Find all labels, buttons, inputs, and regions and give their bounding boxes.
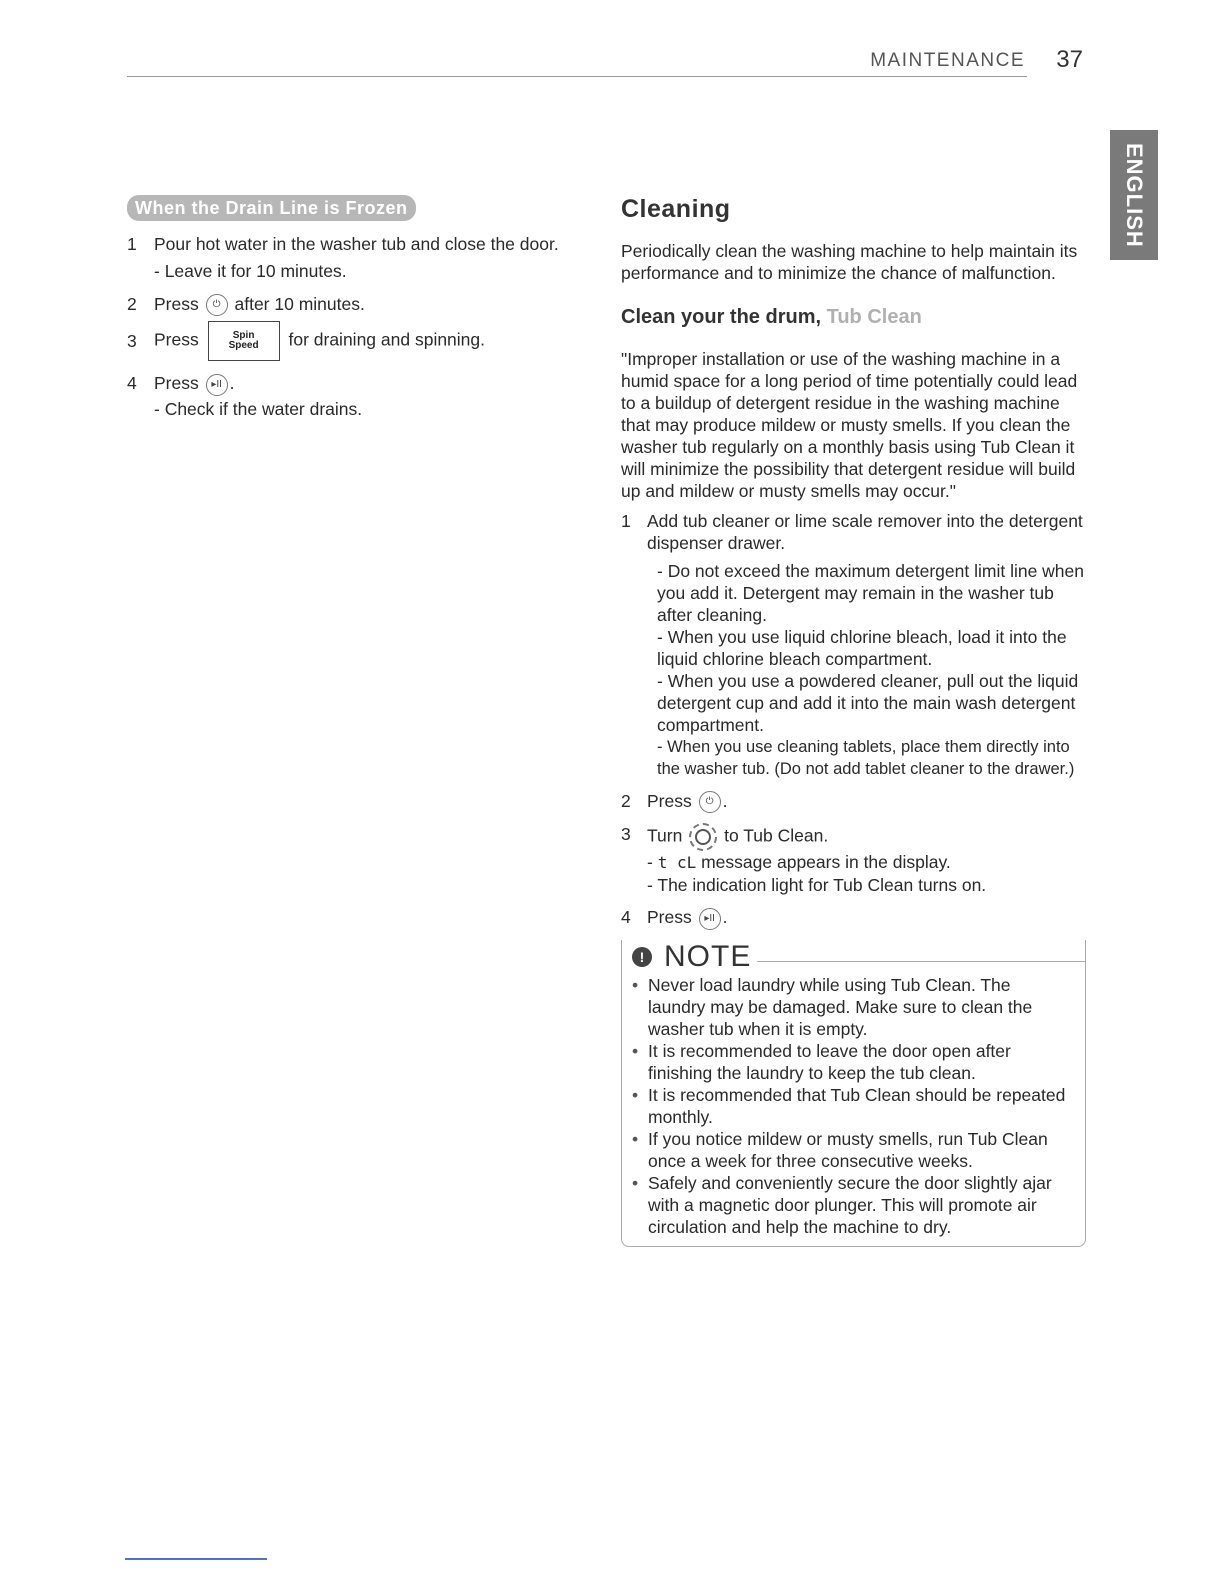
language-tab — [1110, 130, 1158, 260]
step-bullet: - Do not exceed the maximum detergent limit line when you add it. Detergent may remain in the washer tub after cleaning. — [657, 561, 1085, 625]
step-subtext: - The indication light for Tub Clean turns on. — [647, 875, 987, 896]
spin-speed-label-bottom: Speed — [228, 340, 259, 352]
subtext: message appears in the display. — [701, 852, 951, 873]
tub-clean-quote: "Improper installation or use of the washing machine in a humid space for a long period of time potentially could lead to a buildup of detergent residue in the washing machine that may produce mildew or musty smells. If you clean the washer tub regularly on a monthly basis using Tub Clean it will minimize the possibility that detergent residue will build up and mildew or musty smells may occur." — [621, 349, 1078, 501]
list-item — [621, 790, 1086, 813]
step-number: 1 — [621, 511, 631, 531]
list-item — [621, 510, 1086, 780]
header-rule — [127, 76, 1027, 77]
step-number: 4 — [621, 907, 631, 928]
page-number: 37 — [1056, 46, 1083, 73]
list-item — [127, 293, 577, 316]
step-number: 2 — [127, 294, 137, 314]
step-number: 2 — [621, 791, 631, 811]
section-title: MAINTENANCE — [870, 50, 1025, 71]
footer-line — [125, 1558, 267, 1560]
step-subtext: - Check if the water drains. — [154, 398, 363, 419]
step-bullet: - When you use a powdered cleaner, pull out the liquid detergent cup and add it into the main wash detergent compartment. — [657, 671, 1079, 735]
step-text: . — [229, 373, 235, 394]
step-number: 4 — [127, 373, 137, 394]
step-text: Press — [154, 294, 199, 314]
step-number: 3 — [621, 824, 631, 845]
step-text: for draining and spinning. — [288, 330, 486, 350]
step-text: Press — [647, 791, 692, 811]
drain-frozen-heading: When the Drain Line is Frozen — [127, 195, 416, 221]
step-text: Add tub cleaner or lime scale remover into the detergent dispenser drawer. — [647, 511, 1083, 553]
right-column — [621, 195, 1086, 1247]
list-item — [621, 906, 1086, 929]
step-bullet: - When you use cleaning tablets, place them directly into the washer tub. (Do not add tablet cleaner to the drawer.) — [657, 738, 1075, 778]
step-text: Press — [647, 907, 692, 928]
note-title: NOTE — [664, 939, 752, 973]
note-item: • Safely and conveniently secure the door slightly ajar with a magnetic door plunger. This will promote air circulation and help the machine to dry. — [630, 1172, 1067, 1238]
note-divider — [757, 961, 1085, 962]
note-item: • If you notice mildew or musty smells, run Tub Clean once a week for three consecutive weeks. — [630, 1128, 1067, 1172]
cleaning-title: Cleaning — [621, 195, 731, 223]
list-item — [127, 233, 577, 282]
step-text: Press — [154, 330, 199, 350]
power-icon: ⏻ — [699, 791, 721, 813]
note-item: • It is recommended that Tub Clean should be repeated monthly. — [630, 1084, 1067, 1128]
display-code: t cL — [657, 853, 697, 873]
step-text: Turn — [647, 826, 683, 846]
note-item: • It is recommended to leave the door open after finishing the laundry to keep the tub clean. — [630, 1040, 1067, 1084]
subheading-suffix: Tub Clean — [826, 306, 922, 328]
step-text: . — [722, 907, 728, 928]
note-header — [622, 940, 1085, 974]
language-tab-label: ENGLISH — [1122, 142, 1147, 248]
spin-speed-button-icon — [208, 321, 280, 361]
step-text: . — [722, 791, 728, 811]
step-subtext — [647, 851, 1086, 874]
spin-speed-label-top: Spin — [232, 330, 255, 342]
step-bullet: - When you use liquid chlorine bleach, load it into the liquid chlorine bleach compartment. — [657, 627, 1067, 669]
list-item — [621, 823, 1086, 896]
subheading-text: Clean your the drum, — [621, 306, 822, 328]
note-alert-icon: ! — [632, 947, 652, 967]
step-text: to Tub Clean. — [724, 826, 829, 846]
note-box — [621, 940, 1086, 1247]
power-icon: ⏻ — [206, 294, 228, 316]
play-pause-icon: ▸II — [206, 374, 228, 396]
left-column — [127, 195, 577, 431]
step-number: 1 — [127, 234, 137, 254]
step-text: after 10 minutes. — [234, 294, 365, 314]
list-item — [127, 372, 577, 419]
note-item: • Never load laundry while using Tub Clean. The laundry may be damaged. Make sure to clean the washer tub when it is empty. — [630, 974, 1067, 1040]
step-subtext: - Leave it for 10 minutes. — [154, 261, 347, 281]
tub-clean-subheading — [621, 306, 1086, 328]
list-item — [127, 321, 577, 361]
step-text: Press — [154, 373, 199, 394]
step-number: 3 — [127, 331, 137, 352]
cycle-dial-icon — [689, 823, 717, 851]
cleaning-intro: Periodically clean the washing machine to help maintain its performance and to minimize the chance of malfunction. — [621, 241, 1078, 283]
play-pause-icon: ▸II — [699, 908, 721, 930]
dash: - — [647, 852, 653, 873]
step-text: Pour hot water in the washer tub and close the door. — [154, 234, 559, 254]
